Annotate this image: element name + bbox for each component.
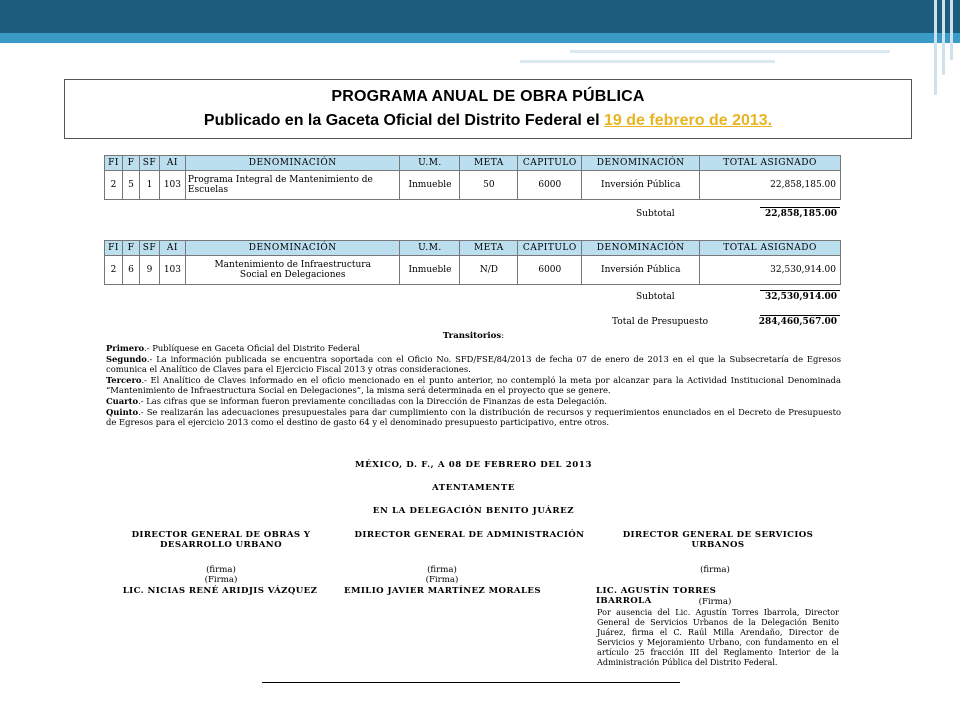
col-header: DENOMINACIÓN	[582, 156, 700, 171]
transitorio-item	[106, 354, 841, 375]
cell-capitulo: 6000	[518, 256, 582, 285]
cell-f: 5	[122, 171, 139, 200]
decor-line	[570, 50, 890, 53]
col-header: CAPITULO	[518, 156, 582, 171]
cell-fi: 2	[105, 256, 123, 285]
col-header: F	[122, 156, 139, 171]
table-row	[105, 171, 841, 200]
title-box	[64, 79, 912, 139]
signatory-title: DIRECTOR GENERAL DE SERVICIOS URBANOS	[622, 530, 814, 550]
firma-mark: (firma)	[206, 565, 236, 575]
transitorios-heading-colon: :	[501, 331, 505, 341]
total-rule	[760, 315, 840, 316]
subtotal-value: 32,530,914.00	[764, 292, 837, 302]
cell-denominacion-capitulo: Inversión Pública	[582, 171, 700, 200]
col-header: DENOMINACIÓN	[185, 156, 400, 171]
transitorio-text: .- El Analítico de Claves informado en el oficio mencionado en el punto anterior, no contempló la meta por alcanzar para la Actividad Institucional Denominada “Mantenimiento de Infraestructura Social en Delegaciones”, la misma será determinada en el proyecto que se genere.	[106, 374, 841, 396]
place-date: MÉXICO, D. F., A 08 DE FEBRERO DEL 2013	[354, 460, 593, 470]
col-header: META	[460, 156, 518, 171]
subtotal-label: Subtotal	[636, 209, 675, 219]
decor-line	[520, 60, 775, 63]
signatory-name: LIC. NICIAS RENÉ ARIDJIS VÁZQUEZ	[122, 586, 318, 596]
col-header: CAPITULO	[518, 241, 582, 256]
subtotal-rule	[760, 290, 840, 291]
cell-ai: 103	[159, 256, 185, 285]
transitorio-text: .- La información publicada se encuentra soportada con el Oficio No. SFD/FSE/84/2013 de fecha 07 de enero de 2013 en el que la Subsecretaría de Egresos comunica el Analítico de Claves para el Ejercicio Fiscal 2013 y otras consideraciones.	[106, 353, 841, 375]
cell-ai: 103	[159, 171, 185, 200]
transitorio-item	[106, 375, 841, 396]
table-header-row	[105, 241, 841, 256]
cell-denominacion: Mantenimiento de Infraestructura Social en Delegaciones	[185, 256, 400, 285]
transitorio-item	[106, 343, 841, 354]
transitorio-text: .- Se realizarán las adecuaciones presupuestales para dar cumplimiento con la distribución de recursos y requerimientos enunciados en el Decreto de Presupuesto de Egresos para el ejercicio 2013 como el destino de gasto 64 y el denominado presupuesto participativo, entre otros.	[106, 406, 841, 428]
table-header-row	[105, 156, 841, 171]
signatory-title: DIRECTOR GENERAL DE OBRAS Y DESARROLLO URBANO	[131, 530, 311, 550]
cell-um: Inmueble	[400, 256, 460, 285]
col-header: TOTAL ASIGNADO	[700, 156, 841, 171]
col-header: FI	[105, 241, 123, 256]
transitorio-text: .- Publíquese en Gaceta Oficial del Distrito Federal	[144, 343, 360, 353]
page-subtitle	[65, 112, 911, 130]
firma-mark: (firma)	[427, 565, 457, 575]
absence-note: Por ausencia del Lic. Agustín Torres Ibarrola, Director General de Servicios Urbanos de la Delegación Benito Juárez, firma el C. Raúl Milla Arendaño, Director de Servicios y Mejoramiento Urbano, con fundamento en el artículo 25 fracción III del Reglamento Interior de la Administración Pública del Distrito Federal.	[597, 607, 839, 667]
signatory-title: DIRECTOR GENERAL DE ADMINISTRACIÓN	[354, 530, 585, 540]
col-header: DENOMINACIÓN	[582, 241, 700, 256]
col-header: TOTAL ASIGNADO	[700, 241, 841, 256]
signatory-name: EMILIO JAVIER MARTÍNEZ MORALES	[344, 586, 541, 596]
budget-table-1	[104, 155, 841, 200]
top-accent-bar	[0, 33, 960, 43]
page-title: PROGRAMA ANUAL DE OBRA PÚBLICA	[331, 88, 645, 105]
cell-f: 6	[122, 256, 139, 285]
cell-sf: 1	[139, 171, 159, 200]
firma-mark: (Firma)	[204, 575, 238, 585]
decor-side-lines	[930, 0, 960, 100]
transitorio-label: Segundo	[106, 353, 147, 364]
col-header: AI	[159, 241, 185, 256]
firma-mark: (Firma)	[698, 597, 732, 607]
cell-meta: 50	[460, 171, 518, 200]
signatory-name: LIC. AGUSTÍN TORRES IBARROLA	[596, 586, 717, 606]
col-header: META	[460, 241, 518, 256]
cell-meta: N/D	[460, 256, 518, 285]
bottom-rule	[262, 682, 680, 683]
top-banner-bar	[0, 0, 960, 33]
col-header: DENOMINACIÓN	[185, 241, 400, 256]
firma-mark: (Firma)	[425, 575, 459, 585]
transitorios-list	[106, 343, 841, 428]
transitorios-heading	[106, 331, 841, 341]
cell-um: Inmueble	[400, 171, 460, 200]
total-value: 284,460,567.00	[758, 317, 837, 327]
cell-fi: 2	[105, 171, 123, 200]
cell-total-asignado: 32,530,914.00	[700, 256, 841, 285]
atentamente: ATENTAMENTE	[431, 483, 516, 493]
transitorio-label: Primero	[106, 343, 145, 353]
subtotal-label: Subtotal	[636, 292, 675, 302]
firma-mark: (firma)	[700, 565, 730, 575]
subtotal-rule	[760, 207, 840, 208]
transitorio-item	[106, 407, 841, 428]
subtitle-text: Publicado en la Gaceta Oficial del Distrito Federal el	[203, 112, 605, 129]
col-header: FI	[105, 156, 123, 171]
col-header: AI	[159, 156, 185, 171]
cell-capitulo: 6000	[518, 171, 582, 200]
transitorio-label: Cuarto	[106, 395, 139, 406]
col-header: U.M.	[400, 241, 460, 256]
transitorios-heading-text: Transitorios	[442, 331, 502, 341]
col-header: F	[122, 241, 139, 256]
budget-table-2	[104, 240, 841, 285]
col-header: U.M.	[400, 156, 460, 171]
col-header: SF	[139, 241, 159, 256]
transitorio-text: .- Las cifras que se informan fueron previamente conciliadas con la Dirección de Finanzas de esta Delegación.	[138, 395, 607, 406]
cell-sf: 9	[139, 256, 159, 285]
cell-denominacion-capitulo: Inversión Pública	[582, 256, 700, 285]
table-row	[105, 256, 841, 285]
cell-total-asignado: 22,858,185.00	[700, 171, 841, 200]
total-label: Total de Presupuesto	[612, 317, 709, 327]
cell-denominacion: Programa Integral de Mantenimiento de Escuelas	[185, 171, 400, 200]
publication-date-link[interactable]: 19 de febrero de 2013.	[604, 112, 773, 129]
delegacion-line: EN LA DELEGACIÓN BENITO JUÁREZ	[372, 506, 575, 516]
transitorio-item	[106, 396, 841, 407]
subtotal-value: 22,858,185.00	[764, 209, 837, 219]
transitorio-label: Quinto	[106, 406, 139, 417]
col-header: SF	[139, 156, 159, 171]
transitorio-label: Tercero	[106, 374, 142, 385]
